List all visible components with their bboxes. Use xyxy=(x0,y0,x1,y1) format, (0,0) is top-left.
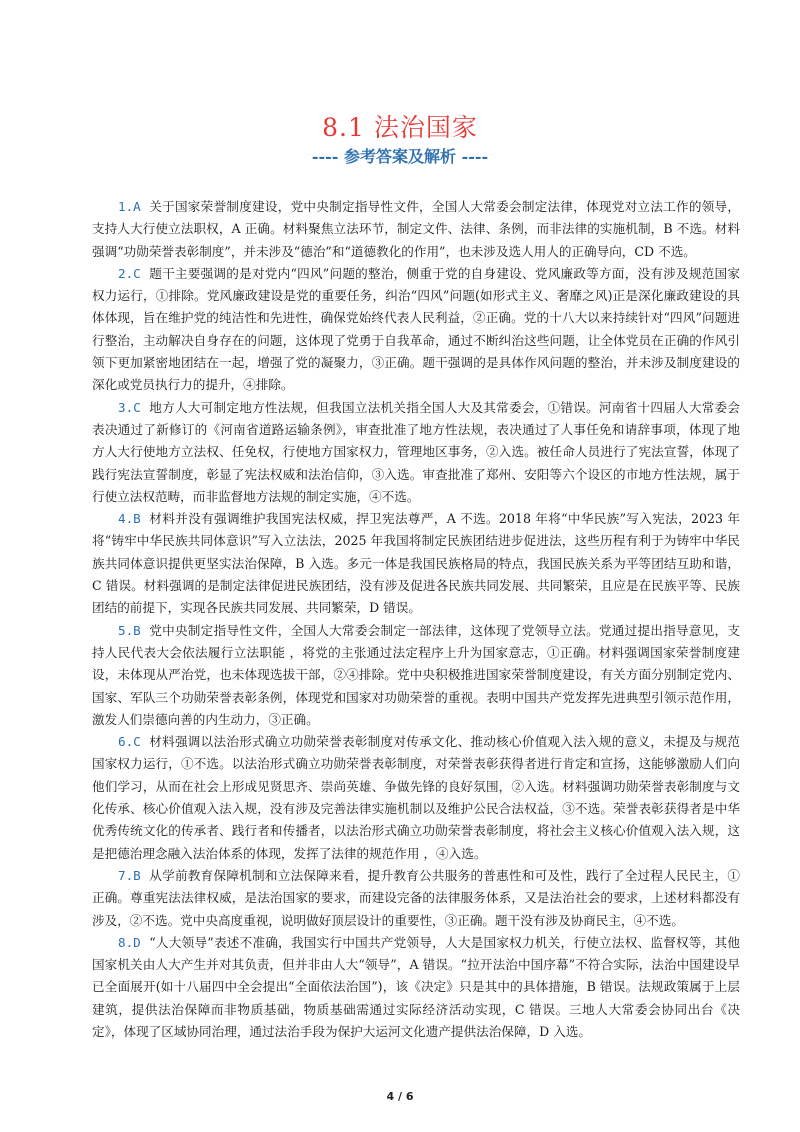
answer-text: 关于国家荣誉制度建设，党中央制定指导性文件，全国人大常委会制定法律，体现党对立法工作的领导，支持人大行使立法职权，A 正确。材料聚焦立法环节，制定文件、法律、条例，而非法律的实施机制，B 不选。材料强调“功勋荣誉表彰制度”，并未涉及“德治”和“道德教化的作用”，也未涉及选人用人的正确导向，CD 不选。 xyxy=(92,199,740,259)
page-number: 4 / 6 xyxy=(386,1090,414,1103)
answer-text: 从学前教育保障机制和立法保障来看，提升教育公共服务的普惠性和可及性，践行了全过程人民民主，①正确。尊重宪法法律权威，是法治国家的要求，而建设完备的法律服务体系，又是法治社会的要求，上述材料都没有涉及，②不选。党中央高度重视，说明做好顶层设计的重要性，③正确。题干没有涉及协商民主，④不选。 xyxy=(92,867,740,928)
answer-label: 2.C xyxy=(118,265,141,281)
page-title: 8.1 法治国家 xyxy=(322,112,478,142)
answer-label: 6.C xyxy=(118,734,141,750)
answer-text: “人大领导”表述不准确，我国实行中国共产党领导，人大是国家权力机关，行使立法权、监督权等，其他国家机关由人大产生并对其负责，但并非由人大“领导”，A 错误。“拉开法治中国序幕”不符合实际，法治中国建设早已全面展开(如十八届四中全会提出“全面依法治国”)，该《决定》只是其中的具体措施，B 错误。法规政策属于上层建筑，提供法治保障而非物质基础，物质基础需通过实际经济活动实现，C 错误。三地人大常委会协同出台《决定》，体现了区域协同治理，通过法治手段为保护大运河文化遗产提供法治保障，D 入选。 xyxy=(92,934,740,1039)
answer-text: 材料并没有强调维护我国宪法权威，捍卫宪法尊严，A 不选。2018 年将“中华民族”写入宪法，2023 年将“铸牢中华民族共同体意识”写入立法法，2025 年我国将制定民族团结进步促进法，这些历程有利于为铸牢中华民族共同体意识提供更坚实法治保障，B 入选。多元一体是我国民族格局的特点，我国民族关系为平等团结互助和谐，C 错误。材料强调的是制定法律促进民族团结，没有涉及促进各民族共同发展、共同繁荣，且应是在民族平等、民族团结的前提下，实现各民族共同发展、共同繁荣，D 错误。 xyxy=(92,511,740,616)
answer-label: 1.A xyxy=(118,199,141,214)
page-subtitle: ---- 参考答案及解析 ---- xyxy=(311,147,489,166)
answer-5 xyxy=(92,620,740,731)
answer-label: 4.B xyxy=(118,511,141,527)
answer-6 xyxy=(92,731,740,865)
answer-text: 地方人大可制定地方性法规，但我国立法机关指全国人大及其常委会，①错误。河南省十四届人大常委会表决通过了新修订的《河南省道路运输条例》，审查批准了地方性法规，表决通过了人事任免和请辞事项，体现了地方人大行使地方立法权、任免权，行使地方国家权力，管理地区事务，②入选。被任命人员进行了宪法宣誓，体现了践行宪法宣誓制度，彰显了宪法权威和法治信仰，③入选。审查批准了郑州、安阳等六个设区的市地方性法规，属于行使立法权范畴，而非监督地方法规的制定实施，④不选。 xyxy=(92,399,740,504)
answer-4 xyxy=(92,508,740,619)
answer-1 xyxy=(92,196,740,263)
answer-7 xyxy=(92,865,740,932)
answer-label: 3.C xyxy=(118,399,141,415)
answer-label: 5.B xyxy=(118,622,141,638)
answer-text: 材料强调以法治形式确立功勋荣誉表彰制度对传承文化、推动核心价值观入法入规的意义，未提及与规范国家权力运行，①不选。以法治形式确立功勋荣誉表彰制度，对荣誉表彰获得者进行肯定和宣扬，这能够激励人们向他们学习，从而在社会上形成见贤思齐、崇尚英雄、争做先锋的良好氛围，②入选。材料强调功勋荣誉表彰制度与文化传承、核心价值观入法入规，没有涉及完善法律实施机制以及维护公民合法权益，③不选。荣誉表彰获得者是中华优秀传统文化的传承者、践行者和传播者，以法治形式确立功勋荣誉表彰制度，将社会主义核心价值观入法入规，这是把德治理念融入法治体系的体现，发挥了法律的规范作用 ，④入选。 xyxy=(92,734,740,861)
answer-3 xyxy=(92,397,740,508)
answer-2 xyxy=(92,263,740,397)
answer-8 xyxy=(92,932,740,1043)
answer-label: 8.D xyxy=(118,934,141,950)
answer-list xyxy=(92,196,740,1043)
answer-text: 题干主要强调的是对党内“四风”问题的整治，侧重于党的自身建设、党风廉政等方面，没有涉及规范国家权力运行，①排除。党风廉政建设是党的重要任务，纠治“四风”问题(如形式主义、奢靡之风)正是深化廉政建设的具体体现，旨在维护党的纯洁性和先进性，确保党始终代表人民利益，②正确。党的十八大以来持续针对“四风”问题进行整治，主动解决自身存在的问题，这体现了党勇于自我革命，通过不断纠治这些问题，让全体党员在正确的作风引领下更加紧密地团结在一起，增强了党的凝聚力，③正确。题干强调的是具体作风问题的整治，并未涉及制度建设的深化或党员执行力的提升，④排除。 xyxy=(92,265,741,393)
answer-label: 7.B xyxy=(118,867,141,883)
answer-text: 党中央制定指导性文件，全国人大常委会制定一部法律，这体现了党领导立法。党通过提出指导意见，支持人民代表大会依法履行立法职能 ，将党的主张通过法定程序上升为国家意志，①正确。材料强调国家荣誉制度建设，未体现从严治党，也未体现选拔干部，②④排除。党中央积极推进国家荣誉制度建设，有关方面分别制定党内、国家、军队三个功勋荣誉表彰条例，体现党和国家对功勋荣誉的重视。表明中国共产党发挥先进典型引领示范作用，激发人们崇德向善的内生动力，③正确。 xyxy=(92,622,740,727)
